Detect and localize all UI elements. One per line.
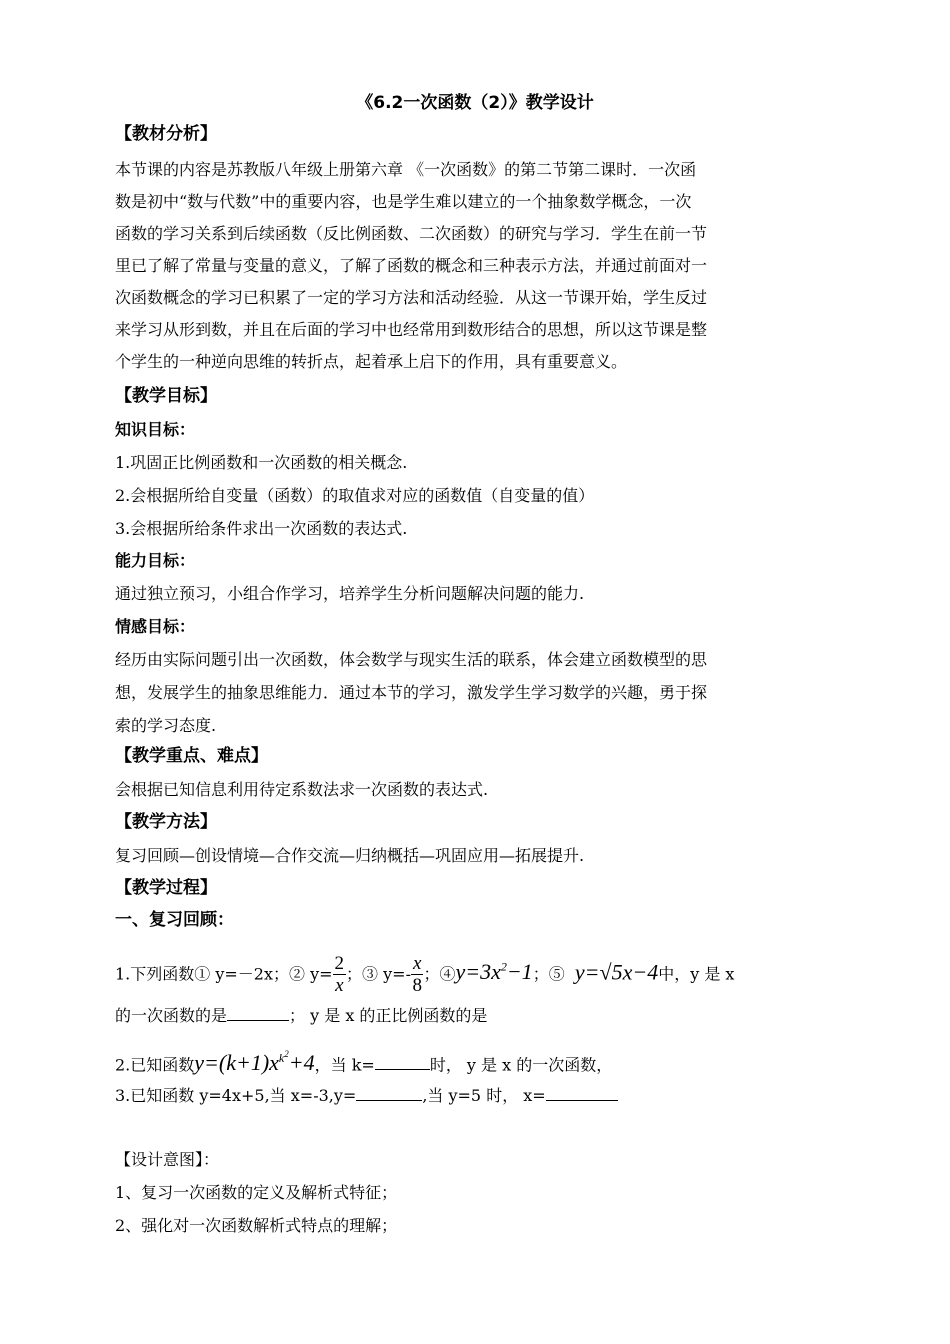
list-item: 2.会根据所给自变量（函数）的取值求对应的函数值（自变量的值） (115, 486, 595, 505)
paragraph-line: 里已了解了常量与变量的意义，了解了函数的概念和三种表示方法，并通过前面对一 (115, 256, 708, 275)
question-2 (115, 1034, 855, 1074)
knowledge-heading: 知识目标： (115, 420, 196, 439)
formula-5 (575, 959, 658, 984)
goals-heading: 【教学目标】 (115, 386, 217, 406)
method-heading: 【教学方法】 (115, 812, 217, 832)
q1-line2-a: 的一次函数的是 (115, 1006, 228, 1025)
q1-mid1: ；③ y=- (346, 964, 411, 984)
fraction-numerator: 2 (334, 953, 345, 975)
ability-heading: 能力目标： (115, 551, 196, 570)
q2-mid: ，当 k= (314, 1055, 375, 1075)
fraction-numerator: x (413, 953, 422, 975)
q1-mid2: ；④ (423, 964, 456, 984)
list-item: 1、复习一次函数的定义及解析式特征； (115, 1183, 398, 1202)
fraction-2-over-x (333, 954, 347, 995)
q1-prefix: 1.下列函数① y=－2x；② y= (115, 964, 333, 984)
paragraph-line: 次函数概念的学习已积累了一定的学习方法和活动经验．从这一节课开始，学生反过 (115, 288, 708, 307)
formula-5-rhs: x−4 (622, 959, 659, 985)
formula-4-exponent: 2 (500, 960, 507, 974)
formula-q2 (194, 1050, 314, 1075)
analysis-heading: 【教材分析】 (115, 124, 217, 144)
formula-q2-tail: +4 (288, 1050, 315, 1076)
answer-blank[interactable] (375, 1053, 430, 1070)
answer-blank[interactable] (227, 1004, 289, 1021)
q1-suffix: 中，y 是 x (658, 964, 735, 984)
q2-prefix: 2.已知函数 (115, 1055, 195, 1075)
paragraph-line: 索的学习态度. (115, 716, 217, 735)
paragraph-line: 数是初中“数与代数”中的重要内容，也是学生难以建立的一个抽象数学概念，一次 (115, 192, 692, 211)
q2-suffix: 时， y 是 x 的一次函数， (429, 1055, 613, 1075)
formula-4-tail: −1 (506, 959, 533, 985)
answer-blank[interactable] (356, 1084, 422, 1101)
q3-prefix: 3.已知函数 y=4x+5,当 x=-3,y= (115, 1086, 357, 1105)
list-item: 2、强化对一次函数解析式特点的理解； (115, 1216, 398, 1235)
method-text: 复习回顾—创设情境—合作交流—归纳概括—巩固应用—拓展提升. (115, 846, 585, 865)
process-heading: 【教学过程】 (115, 878, 217, 898)
sqrt-5: √5 (599, 959, 623, 985)
answer-blank[interactable] (546, 1084, 618, 1101)
key-text: 会根据已知信息利用待定系数法求一次函数的表达式. (115, 780, 489, 799)
question-3 (115, 1084, 855, 1106)
review-heading: 一、复习回顾： (115, 910, 234, 930)
q1-line2-b: ； y 是 x 的正比例函数的是 (289, 1006, 488, 1025)
design-heading: 【设计意图】： (115, 1150, 220, 1169)
fraction-denominator: x (335, 975, 344, 997)
fraction-denominator: 8 (412, 975, 422, 997)
list-item: 1.巩固正比例函数和一次函数的相关概念. (115, 453, 408, 472)
formula-q2-base: y=(k+1)x (194, 1050, 279, 1076)
page-title: 《6.2一次函数（2）》教学设计 (356, 93, 594, 113)
formula-q2-exp-sup: 2 (284, 1049, 289, 1059)
formula-q2-exponent (279, 1051, 289, 1065)
formula-5-lhs: y= (574, 959, 600, 985)
ability-text: 通过独立预习，小组合作学习，培养学生分析问题解决问题的能力. (115, 584, 585, 603)
paragraph-line: 本节课的内容是苏教版八年级上册第六章 《一次函数》的第二节第二课时．一次函 (115, 160, 697, 179)
paragraph-line: 个学生的一种逆向思维的转折点，起着承上启下的作用，具有重要意义。 (115, 352, 628, 371)
formula-q2-exp-base: k (278, 1051, 285, 1065)
q3-mid: ,当 y=5 时， x= (422, 1086, 546, 1105)
question-1-line-2 (115, 1004, 855, 1026)
question-1 (115, 945, 855, 997)
paragraph-line: 想，发展学生的抽象思维能力．通过本节的学习，激发学生学习数学的兴趣，勇于探 (115, 683, 708, 702)
paragraph-line: 来学习从形到数，并且在后面的学习中也经常用到数形结合的思想，所以这节课是整 (115, 320, 708, 339)
paragraph-line: 经历由实际问题引出一次函数，体会数学与现实生活的联系，体会建立函数模型的思 (115, 650, 708, 669)
formula-4 (455, 959, 532, 984)
fraction-x-over-8 (411, 954, 423, 995)
formula-4-base: y=3x (455, 959, 501, 985)
emotion-heading: 情感目标： (115, 617, 196, 636)
q1-mid3: ；⑤ (532, 964, 565, 984)
list-item: 3.会根据所给条件求出一次函数的表达式. (115, 519, 408, 538)
key-heading: 【教学重点、难点】 (115, 746, 268, 766)
paragraph-line: 函数的学习关系到后续函数（反比例函数、二次函数）的研究与学习．学生在前一节 (115, 224, 708, 243)
